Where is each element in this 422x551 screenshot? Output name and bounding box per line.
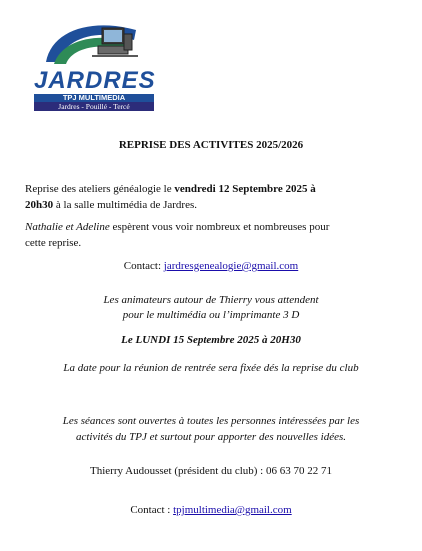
- ateliers-date: vendredi 12 Septembre 2025 à: [174, 183, 316, 195]
- seances-line-1: Les séances sont ouvertes à toutes les personnes intéressées par les: [62, 415, 360, 427]
- contact-label: Contact :: [130, 504, 174, 516]
- page-title: REPRISE DES ACTIVITES 2025/2026: [118, 139, 304, 151]
- contact-genealogie: [0, 259, 422, 274]
- genealogie-email-link[interactable]: jardresgenealogie@gmail.com: [163, 260, 299, 272]
- logo-band: TPJ MULTIMEDIA: [34, 94, 154, 102]
- club-email-link[interactable]: tpjmultimedia@gmail.com: [173, 504, 292, 516]
- animateurs-line-1: Les animateurs autour de Thierry vous attendent: [103, 294, 319, 306]
- contact-label: Contact:: [123, 260, 164, 272]
- logo-wordmark: JARDRES: [34, 67, 156, 94]
- seances-line-2: activités du TPJ et surtout pour apporter des nouvelles idées.: [75, 431, 347, 443]
- animatrices-text: espèrent vous voir nombreux et nombreuses pour: [109, 221, 330, 233]
- reunion-notice: La date pour la réunion de rentrée sera fixée dés la reprise du club: [63, 362, 359, 374]
- animateurs-line-2: pour le multimédia ou l’imprimante 3 D: [122, 309, 300, 321]
- animatrices-line-1: [25, 220, 329, 235]
- logo-subtitle: Jardres - Pouillé - Tercé: [34, 102, 154, 111]
- speaker-icon: [124, 34, 132, 50]
- animatrices-line-2: cette reprise.: [25, 237, 82, 249]
- contact-club: [0, 503, 422, 518]
- president-contact: Thierry Audousset (président du club) : 06 63 70 22 71: [90, 465, 332, 477]
- ateliers-place: à la salle multimédia de Jardres.: [53, 199, 197, 211]
- club-logo: [32, 16, 154, 110]
- ateliers-text: Reprise des ateliers généalogie le: [25, 183, 175, 195]
- animatrices-names: Nathalie et Adeline: [25, 221, 110, 233]
- ateliers-line-2: [25, 198, 197, 213]
- computer-screen-icon: [104, 30, 122, 42]
- logo-emblem: [32, 16, 154, 72]
- ateliers-line-1: [25, 182, 316, 197]
- reunion-date: Le LUNDI 15 Septembre 2025 à 20H30: [121, 334, 301, 346]
- ateliers-time: 20h30: [25, 199, 54, 211]
